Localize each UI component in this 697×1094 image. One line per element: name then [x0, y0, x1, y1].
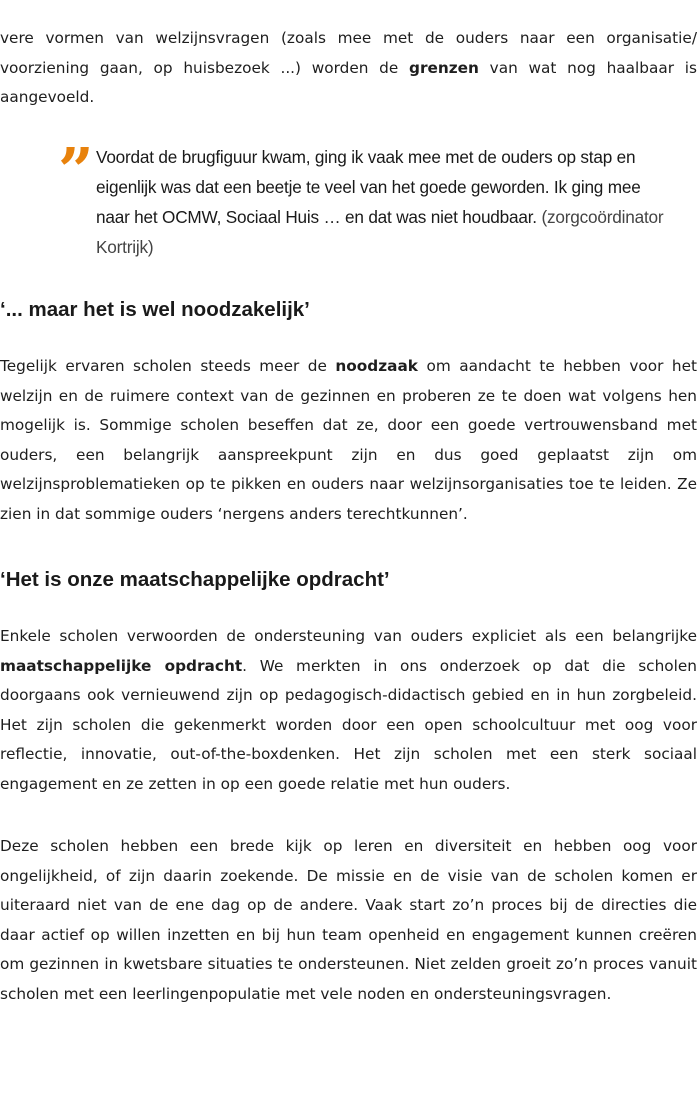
- opdracht-paragraph: [0, 622, 697, 799]
- quote-text: [96, 142, 668, 262]
- noodzaak-paragraph: [0, 352, 697, 529]
- section-heading-noodzakelijk: ‘... maar het is wel noodzakelijk’: [0, 298, 310, 321]
- noodzaak-text-part2: om aandacht te hebben voor het welzijn en de ruimere context van de gezinnen en proberen ze te doen wat volgens hen mogelijk is. Sommige scholen beseffen dat ze, door een goede vertrouwensband met ouders, een belangrijk aanspreekpunt zijn en dus goed geplaatst zijn om welzijnsproblematieken op te pikken en ouders naar welzijnsorganisaties toe te leiden. Ze zien in dat sommige ouders ‘nergens anders terechtkunnen’.: [0, 357, 697, 523]
- quote-source: (zorgcoördinator Kortrijk): [96, 207, 664, 257]
- noodzaak-text-part1: Tegelijk ervaren scholen steeds meer de: [0, 357, 336, 375]
- intro-text-part1: vere vormen van welzijnsvragen (zoals mee met de ouders naar een organisatie/ voorziening gaan, op huisbezoek ...) worden de: [0, 29, 697, 77]
- intro-text-part2: van wat nog haalbaar is aangevoeld.: [0, 58, 697, 106]
- deze-scholen-paragraph: Deze scholen hebben een brede kijk op leren en diversiteit en hebben oog voor ongelijkheid, of zijn daarin zoekende. De missie en de visie van de scholen komen er uiteraard niet van de ene dag op de andere. Vaak start zo’n proces bij de directies die daar actief op willen inzetten en bij hun team openheid en engagement kunnen creëren om gezinnen in kwetsbare situaties te ondersteunen. Niet zelden groeit zo’n proces vanuit scholen met een leerlingenpopulatie met vele noden en ondersteuningsvragen.: [0, 837, 697, 1003]
- section-heading-opdracht: ‘Het is onze maatschappelijke opdracht’: [0, 568, 390, 591]
- noodzaak-bold-term: noodzaak: [335, 357, 418, 375]
- quote-mark-icon: ”: [58, 134, 88, 207]
- opdracht-bold-term: maatschappelijke opdracht: [0, 656, 243, 675]
- opdracht-text-part2: . We merkten in ons onderzoek op dat die scholen doorgaans ook vernieuwend zijn op pedagogisch-didactisch gebied en in hun zorgbeleid. Het zijn scholen die gekenmerkt worden door een open schoolcultuur met oog voor reflectie, innovatie, out-of-the-boxdenken. Het zijn scholen met een sterk sociaal engagement en ze zetten in op een goede relatie met hun ouders.: [0, 656, 697, 793]
- quote-body: Voordat de brugfiguur kwam, ging ik vaak mee met de ouders op stap en eigenlijk was dat een beetje te veel van het goede geworden. Ik ging mee naar het OCMW, Sociaal Huis … en dat was niet houdbaar.: [96, 147, 641, 227]
- intro-paragraph: [0, 24, 697, 113]
- intro-bold-term: grenzen: [409, 58, 479, 77]
- opdracht-text-part1: Enkele scholen verwoorden de ondersteuning van ouders expliciet als een belangrijke: [0, 627, 697, 645]
